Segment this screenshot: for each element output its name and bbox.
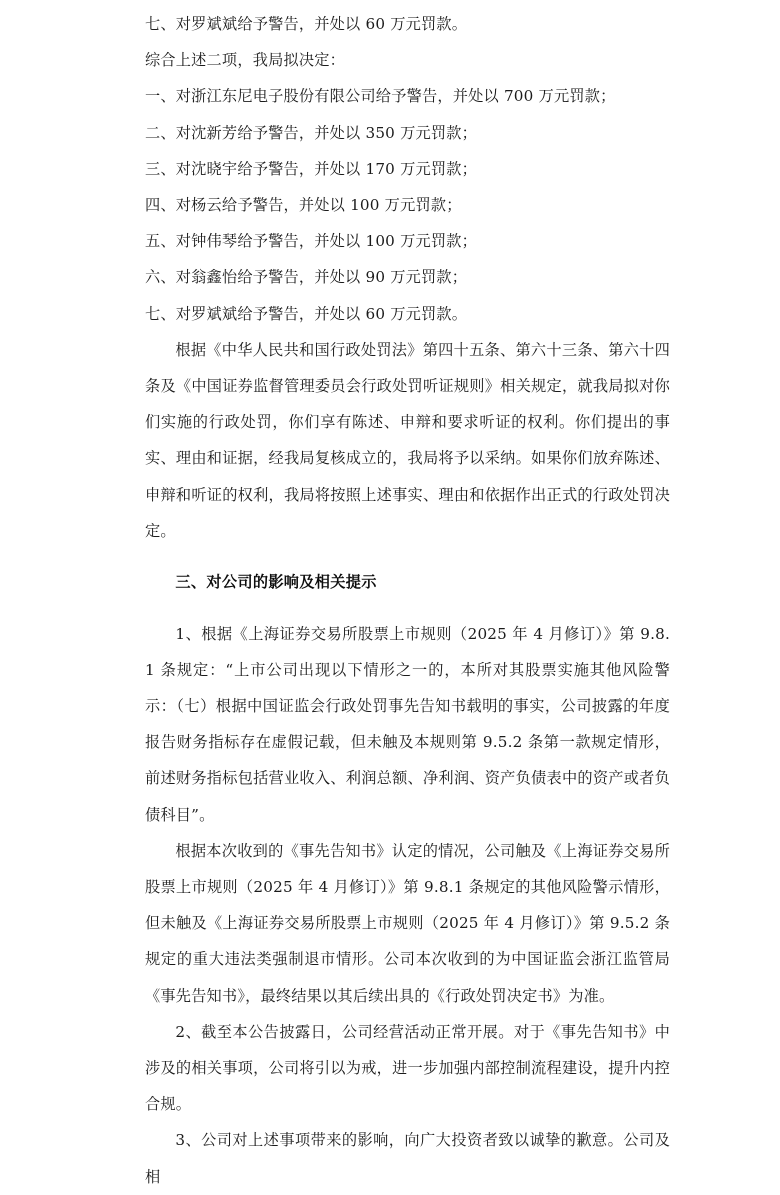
- impact-item-1: 1、根据《上海证券交易所股票上市规则（2025 年 4 月修订）》第 9.8.1 条规定：“上市公司出现以下情形之一的，本所对其股票实施其他风险警示：（七）根据中国证监会行政处罚事先告知书载明的事实，公司披露的年度报告财务指标存在虚假记载，但未触及本规则第 9.5.2 条第一款规定情形，前述财务指标包括营业收入、利润总额、净利润、资产负债表中的资产或者负债科目”。: [145, 624, 670, 824]
- penalty-item-7: 七、对罗斌斌给予警告，并处以 60 万元罚款。: [145, 304, 468, 323]
- penalty-item-2: 二、对沈新芳给予警告，并处以 350 万元罚款；: [145, 123, 478, 142]
- penalty-item-3: 三、对沈晓宇给予警告，并处以 170 万元罚款；: [145, 159, 478, 178]
- penalty-item-1: 一、对浙江东尼电子股份有限公司给予警告，并处以 700 万元罚款；: [145, 87, 616, 106]
- impact-item-3: 3、公司对上述事项带来的影响，向广大投资者致以诚挚的歉意。公司及相: [145, 1131, 670, 1186]
- impact-item-2: 2、截至本公告披露日，公司经营活动正常开展。对于《事先告知书》中涉及的相关事项，公司将引以为戒，进一步加强内部控制流程建设，提升内控合规。: [145, 1022, 670, 1114]
- prior-penalty-item-seven: 七、对罗斌斌给予警告，并处以 60 万元罚款。: [145, 15, 468, 33]
- impact-item-1-followup: 根据本次收到的《事先告知书》认定的情况，公司触及《上海证券交易所股票上市规则（2025 年 4 月修订）》第 9.8.1 条规定的其他风险警示情形，但未触及《上海证券交易所股票上市规则（2025 年 4 月修订）》第 9.5.2 条规定的重大违法类强制退市情形。公司本次收到的为中国证监会浙江监管局《事先告知书》，最终结果以其后续出具的《行政处罚决定书》为准。: [145, 841, 670, 1005]
- penalty-item-5: 五、对钟伟琴给予警告，并处以 100 万元罚款；: [145, 232, 478, 251]
- penalty-item-6: 六、对翁鑫怡给予警告，并处以 90 万元罚款；: [145, 268, 468, 287]
- section-heading-impact-and-notices: 三、对公司的影响及相关提示: [175, 573, 377, 592]
- legal-basis-paragraph: 根据《中华人民共和国行政处罚法》第四十五条、第六十三条、第六十四条及《中国证券监督管理委员会行政处罚听证规则》相关规定，就我局拟对你们实施的行政处罚，你们享有陈述、申辩和要求听证的权利。你们提出的事实、理由和证据，经我局复核成立的，我局将予以采纳。如果你们放弃陈述、申辩和听证的权利，我局将按照上述事实、理由和依据作出正式的行政处罚决定。: [145, 340, 670, 540]
- document-body: [145, 6, 670, 1195]
- summary-lead-in: 综合上述二项，我局拟决定：: [145, 51, 346, 70]
- penalty-item-4: 四、对杨云给予警告，并处以 100 万元罚款；: [145, 196, 462, 215]
